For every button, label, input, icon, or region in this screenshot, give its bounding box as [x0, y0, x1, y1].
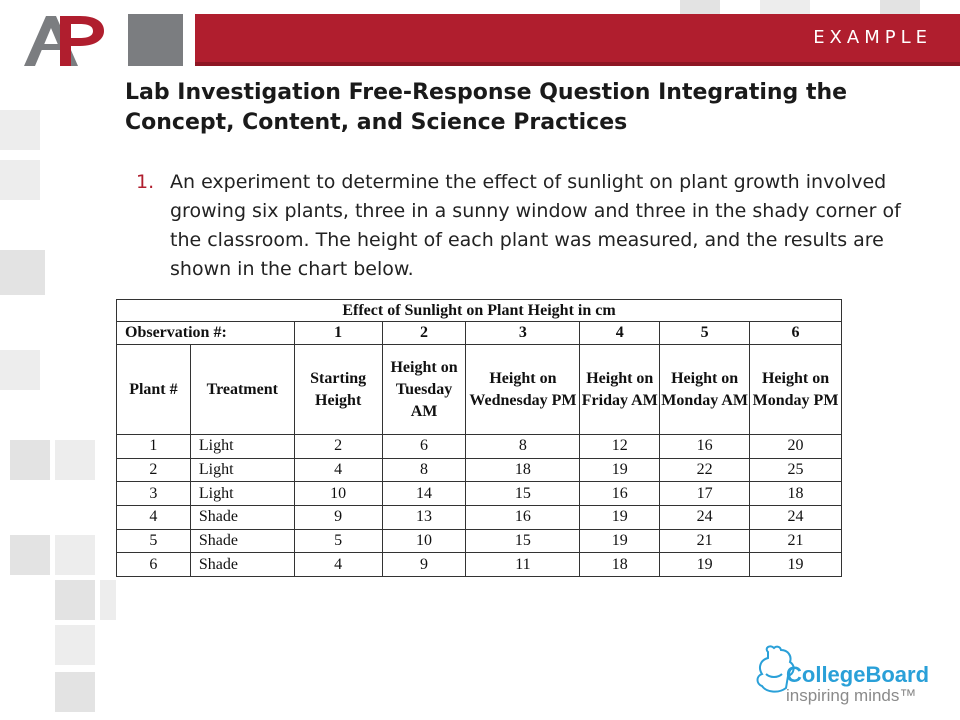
table-cell: 19 — [750, 553, 842, 577]
table-cell: Shade — [190, 553, 294, 577]
table-cell: Shade — [190, 506, 294, 530]
table-cell: 17 — [660, 482, 750, 506]
table-cell: 16 — [466, 506, 580, 530]
collegeboard-logo — [752, 644, 952, 710]
table-cell: 22 — [660, 458, 750, 482]
observation-number: 6 — [750, 322, 842, 345]
column-header: Height on Friday AM — [580, 345, 660, 435]
table-caption: Effect of Sunlight on Plant Height in cm — [117, 300, 842, 322]
header-red-bar-shadow — [195, 62, 960, 66]
column-header: Height on Monday AM — [660, 345, 750, 435]
table-cell: 16 — [580, 482, 660, 506]
table-cell: 12 — [580, 435, 660, 459]
table-cell: 3 — [117, 482, 191, 506]
table-row — [117, 458, 842, 482]
column-header: Starting Height — [294, 345, 382, 435]
slide-title: Lab Investigation Free-Response Question Integrating the Concept, Content, and Science Practices — [125, 80, 848, 135]
table-cell: 15 — [466, 482, 580, 506]
table-cell: 4 — [294, 458, 382, 482]
table-cell: 5 — [117, 529, 191, 553]
table-row — [117, 435, 842, 459]
header-row — [117, 345, 842, 435]
table-cell: 18 — [750, 482, 842, 506]
table-cell: 15 — [466, 529, 580, 553]
observation-label: Observation #: — [117, 322, 295, 345]
observation-number: 4 — [580, 322, 660, 345]
table-cell: 19 — [580, 458, 660, 482]
data-table — [116, 299, 842, 577]
header-gray-block — [128, 14, 183, 66]
observation-number: 3 — [466, 322, 580, 345]
table-cell: Light — [190, 435, 294, 459]
example-label: EXAMPLE — [813, 27, 932, 48]
table-cell: 2 — [117, 458, 191, 482]
table-cell: 4 — [294, 553, 382, 577]
ap-logo — [22, 12, 108, 68]
table-cell: 8 — [382, 458, 466, 482]
column-header: Height on Monday PM — [750, 345, 842, 435]
table-cell: 18 — [466, 458, 580, 482]
collegeboard-tagline: inspiring minds™ — [786, 686, 917, 705]
collegeboard-name: CollegeBoard — [786, 662, 930, 687]
table-row — [117, 482, 842, 506]
column-header: Height on Tuesday AM — [382, 345, 466, 435]
table-cell: 1 — [117, 435, 191, 459]
observation-number: 1 — [294, 322, 382, 345]
table-cell: 19 — [580, 529, 660, 553]
table-cell: 20 — [750, 435, 842, 459]
table-cell: 24 — [660, 506, 750, 530]
table-cell: 6 — [382, 435, 466, 459]
table-cell: Light — [190, 458, 294, 482]
table-row — [117, 529, 842, 553]
table-row — [117, 506, 842, 530]
table-cell: 19 — [580, 506, 660, 530]
table-cell: 10 — [382, 529, 466, 553]
table-cell: Light — [190, 482, 294, 506]
table-cell: Shade — [190, 529, 294, 553]
table-cell: 8 — [466, 435, 580, 459]
table-cell: 16 — [660, 435, 750, 459]
table-cell: 2 — [294, 435, 382, 459]
table-cell: 14 — [382, 482, 466, 506]
column-header: Height on Wednesday PM — [466, 345, 580, 435]
table-cell: 5 — [294, 529, 382, 553]
observation-row — [117, 322, 842, 345]
observation-number: 5 — [660, 322, 750, 345]
observation-number: 2 — [382, 322, 466, 345]
table-cell: 25 — [750, 458, 842, 482]
table-cell: 21 — [660, 529, 750, 553]
table-cell: 11 — [466, 553, 580, 577]
table-cell: 24 — [750, 506, 842, 530]
table-cell: 21 — [750, 529, 842, 553]
table-cell: 9 — [382, 553, 466, 577]
table-cell: 19 — [660, 553, 750, 577]
table-cell: 10 — [294, 482, 382, 506]
column-header: Plant # — [117, 345, 191, 435]
question-number: 1. — [136, 171, 155, 193]
table-cell: 13 — [382, 506, 466, 530]
table-cell: 4 — [117, 506, 191, 530]
question-text: An experiment to determine the effect of sunlight on plant growth involved growing six plants, three in a sunny window and three in the shady corner of the classroom. The height of each plant was measured, and the results are shown in the chart below. — [170, 171, 901, 280]
table-cell: 9 — [294, 506, 382, 530]
table-cell: 18 — [580, 553, 660, 577]
table-cell: 6 — [117, 553, 191, 577]
column-header: Treatment — [190, 345, 294, 435]
table-row — [117, 553, 842, 577]
